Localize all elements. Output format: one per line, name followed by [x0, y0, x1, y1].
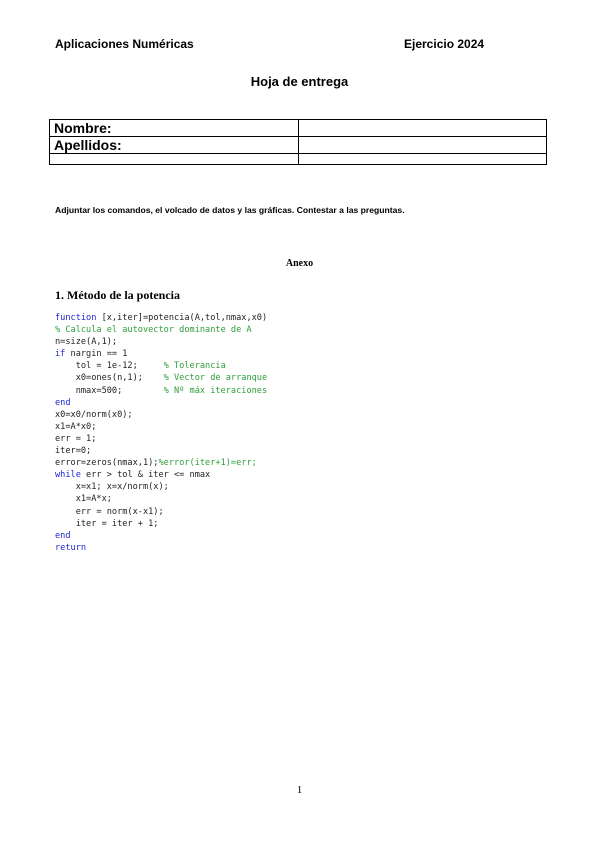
code-comment: % Calcula el autovector dominante de A — [55, 325, 252, 336]
code-comment: %error(iter+1)=err; — [158, 458, 257, 469]
code-text: x1=A*x; — [55, 494, 112, 505]
code-line — [55, 409, 267, 421]
code-line — [55, 372, 267, 384]
code-comment: % Tolerancia — [163, 361, 226, 372]
form-field-nombre[interactable] — [299, 120, 547, 137]
code-text: n=size(A,1); — [55, 337, 118, 348]
code-text: x0=x0/norm(x0); — [55, 409, 133, 420]
code-line — [55, 530, 267, 542]
header-exercise: Ejercicio 2024 — [404, 37, 485, 51]
code-line — [55, 481, 267, 493]
code-text: x=x1; x=x/norm(x); — [55, 482, 169, 493]
code-comment: % Vector de arranque — [163, 373, 268, 384]
code-text: iter=0; — [55, 446, 92, 457]
code-line — [55, 542, 267, 554]
code-line — [55, 445, 267, 457]
form-field-empty[interactable] — [299, 154, 547, 165]
code-line — [55, 457, 267, 469]
code-listing — [55, 312, 267, 554]
form-row-apellidos — [50, 137, 547, 154]
code-text: nargin == 1 — [65, 349, 128, 360]
code-keyword: if — [55, 349, 66, 360]
instructions-text: Adjuntar los comandos, el volcado de datos y las gráficas. Contestar a las preguntas. — [55, 205, 405, 215]
form-label-apellidos: Apellidos: — [50, 137, 299, 154]
code-text: x1=A*x0; — [55, 421, 97, 432]
code-line — [55, 469, 267, 481]
form-label-nombre: Nombre: — [50, 120, 299, 137]
code-text: iter = iter + 1; — [55, 518, 159, 529]
annex-title: Anexo — [285, 258, 314, 269]
form-field-apellidos[interactable] — [299, 137, 547, 154]
code-keyword: end — [55, 397, 71, 408]
code-text: error=zeros(nmax,1); — [55, 458, 159, 469]
header-course: Aplicaciones Numéricas — [55, 37, 194, 51]
code-keyword: function — [55, 313, 97, 323]
code-line — [55, 336, 267, 348]
form-row-empty — [50, 154, 547, 165]
student-form-table — [49, 119, 547, 165]
code-line — [55, 397, 267, 409]
code-line — [55, 360, 267, 372]
page-number: 1 — [296, 784, 303, 796]
code-text: tol = 1e-12; — [55, 361, 164, 372]
code-text: nmax=500; — [55, 385, 164, 396]
form-label-empty — [50, 154, 299, 165]
code-line — [55, 506, 267, 518]
page-title: Hoja de entrega — [250, 74, 349, 89]
code-text: [x,iter]=potencia(A,tol,nmax,x0) — [96, 313, 268, 323]
code-line — [55, 421, 267, 433]
code-line — [55, 518, 267, 530]
code-comment: % Nº máx iteraciones — [163, 385, 268, 396]
code-line — [55, 433, 267, 445]
code-text: x0=ones(n,1); — [55, 373, 164, 384]
code-text: err = 1; — [55, 433, 97, 444]
code-line — [55, 493, 267, 505]
form-row-nombre — [50, 120, 547, 137]
code-keyword: return — [55, 542, 87, 553]
section-title: 1. Método de la potencia — [55, 288, 180, 302]
code-keyword: end — [55, 530, 71, 541]
code-keyword: while — [55, 470, 81, 481]
code-line — [55, 312, 267, 324]
code-text: err = norm(x-x1); — [55, 506, 164, 517]
code-line — [55, 385, 267, 397]
code-text: err > tol & iter <= nmax — [80, 470, 211, 481]
code-line — [55, 348, 267, 360]
code-line — [55, 324, 267, 336]
